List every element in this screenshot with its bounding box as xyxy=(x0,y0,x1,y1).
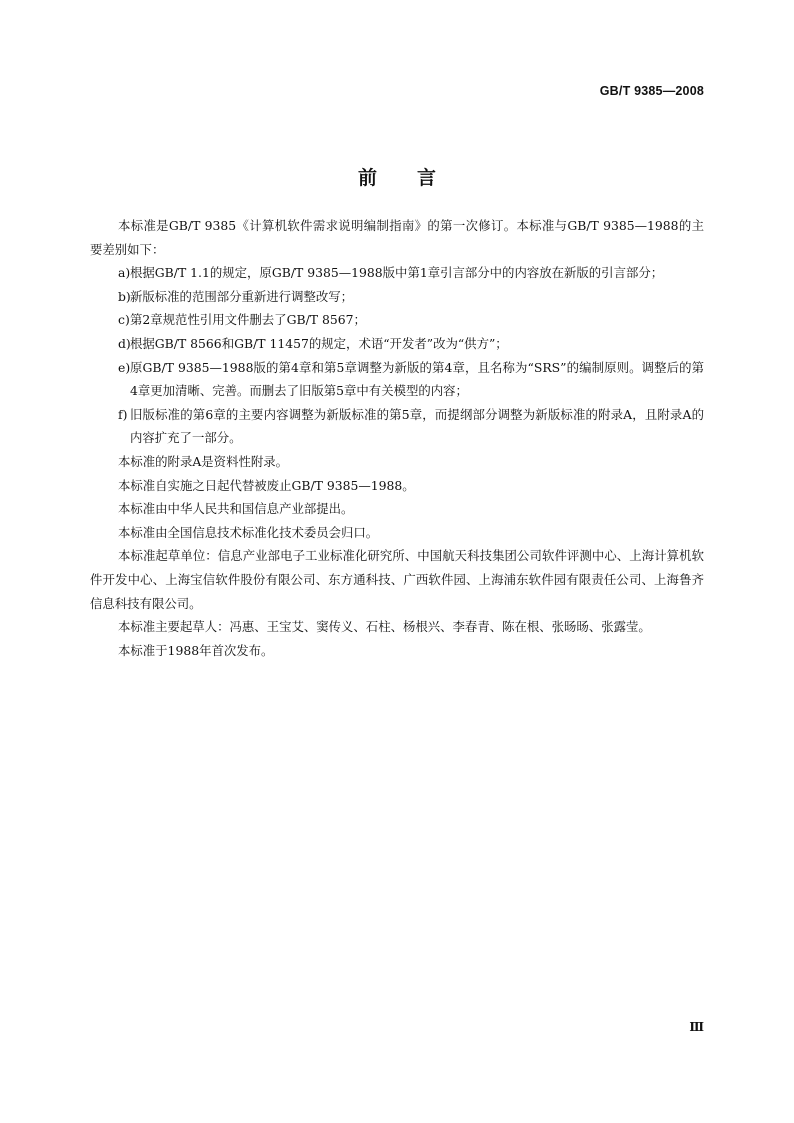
proposed-by-paragraph: 本标准由中华人民共和国信息产业部提出。 xyxy=(118,501,354,517)
differences-list xyxy=(90,261,704,450)
standard-number: GB/T 9385—2008 xyxy=(599,84,704,98)
drafters-paragraph: 本标准主要起草人：冯惠、王宝艾、窦传义、石柱、杨根兴、李春青、陈在根、张旸旸、张露莹。 xyxy=(118,619,651,635)
list-item-text: 根据GB/T 1.1的规定，原GB/T 9385—1988版中第1章引言部分中的内容放在新版的引言部分； xyxy=(130,265,664,281)
appendix-paragraph: 本标准的附录A是资料性附录。 xyxy=(118,453,289,469)
list-item-marker: f) xyxy=(118,406,128,422)
list-item xyxy=(90,403,704,450)
page-title: 前言 xyxy=(357,166,476,189)
list-item xyxy=(90,332,704,356)
managed-by-paragraph: 本标准由全国信息技术标准化技术委员会归口。 xyxy=(118,524,379,540)
list-item xyxy=(90,285,704,309)
list-item-text: 原GB/T 9385—1988版的第4章和第5章调整为新版的第4章，且名称为“SRS”的编制原则。调整后的第4章更加清晰、完善。而删去了旧版第5章中有关模型的内容； xyxy=(130,359,704,399)
intro-paragraph: 本标准是GB/T 9385《计算机软件需求说明编制指南》的第一次修订。本标准与GB/T 9385—1988的主要差别如下： xyxy=(90,218,704,257)
first-published-paragraph: 本标准于1988年首次发布。 xyxy=(118,642,274,658)
list-item-text: 旧版标准的第6章的主要内容调整为新版标准的第5章，而提纲部分调整为新版标准的附录A，且附录A的内容扩充了一部分。 xyxy=(130,406,704,446)
foreword-body xyxy=(90,214,704,662)
list-item xyxy=(90,356,704,403)
page-number: Ⅲ xyxy=(689,1020,704,1034)
list-item-marker: b) xyxy=(118,288,131,304)
list-item-text: 第2章规范性引用文件删去了GB/T 8567； xyxy=(130,312,366,328)
list-item-marker: a) xyxy=(118,265,131,281)
list-item-marker: d) xyxy=(118,335,131,351)
list-item-text: 根据GB/T 8566和GB/T 11457的规定，术语“开发者”改为“供方”； xyxy=(130,335,508,351)
replaces-paragraph: 本标准自实施之日起代替被废止GB/T 9385—1988。 xyxy=(118,477,415,493)
list-item xyxy=(90,308,704,332)
drafting-units-paragraph: 本标准起草单位：信息产业部电子工业标准化研究所、中国航天科技集团公司软件评测中心、上海计算机软件开发中心、上海宝信软件股份有限公司、东方通科技、广西软件园、上海浦东软件园有限责任公司、上海鲁齐信息科技有限公司。 xyxy=(90,548,704,611)
list-item-marker: e) xyxy=(118,359,131,375)
list-item-marker: c) xyxy=(118,312,130,328)
list-item-text: 新版标准的范围部分重新进行调整改写； xyxy=(130,288,354,304)
list-item xyxy=(90,261,704,285)
